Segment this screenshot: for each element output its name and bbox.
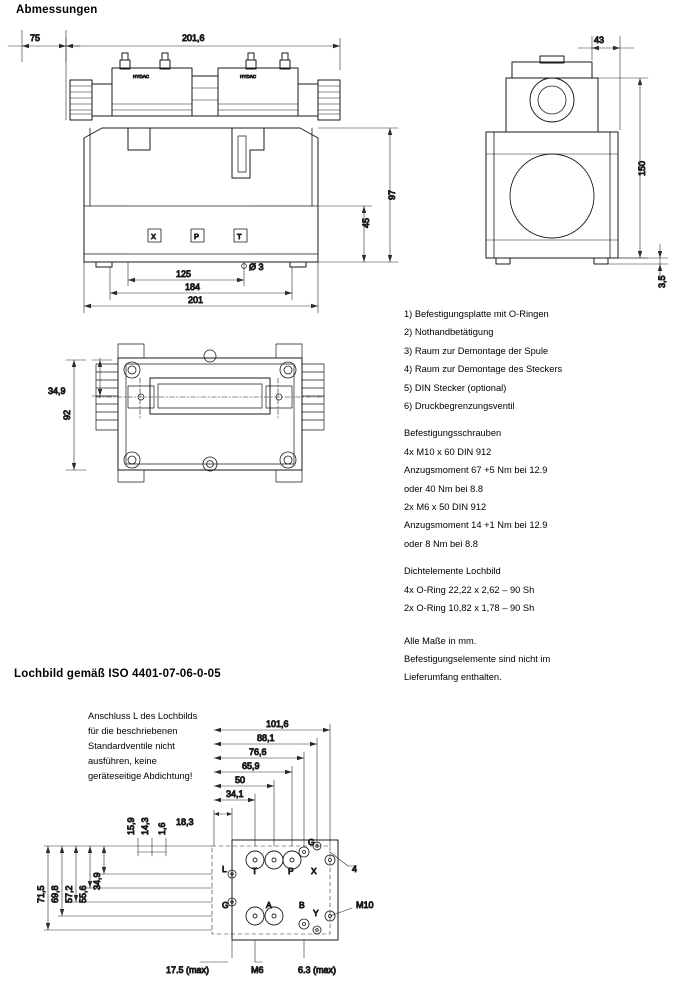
seals-title: Dichtelemente Lochbild bbox=[404, 566, 501, 577]
coil-brand-left: HYDAC bbox=[133, 74, 150, 79]
callout-m10: M10 bbox=[356, 900, 374, 910]
hp-label-g-top: G bbox=[308, 837, 315, 847]
end-view bbox=[486, 35, 668, 288]
dim-label-159: 15,9 bbox=[126, 817, 136, 835]
dim-35 bbox=[608, 244, 668, 278]
hole-pattern-note: Anschluss L des Lochbilds für die beschriebenen Standardventile nicht ausführen, keine geräteseitige Abdichtung! bbox=[88, 711, 198, 782]
seals-line-1: 4x O-Ring 22,22 x 2,62 – 90 Sh bbox=[404, 584, 535, 595]
dim-label-184: 184 bbox=[185, 282, 201, 292]
dim-label-556: 55,6 bbox=[78, 885, 88, 903]
legend-item-4: 4) Raum zur Demontage des Steckers bbox=[404, 364, 563, 375]
screws-line-3: oder 40 Nm bei 8.8 bbox=[404, 483, 484, 494]
dim-label-16: 1,6 bbox=[157, 822, 167, 835]
dim-43 bbox=[578, 36, 634, 130]
dim-label-75: 75 bbox=[30, 33, 41, 43]
main-front-view bbox=[8, 30, 398, 313]
dim-label-698: 69,8 bbox=[50, 885, 60, 903]
footer-line-1: Alle Maße in mm. bbox=[404, 635, 477, 646]
hole-pattern-view bbox=[36, 719, 374, 975]
dim-75 bbox=[8, 30, 80, 120]
dim-label-715: 71,5 bbox=[36, 885, 46, 903]
port-label-p: P bbox=[194, 232, 200, 241]
hp-label-b: B bbox=[299, 900, 305, 910]
dim-label-349-lb: 34,9 bbox=[92, 872, 102, 890]
dim-label-50: 50 bbox=[235, 775, 246, 785]
port-label-t: T bbox=[237, 232, 242, 241]
coil-brand-right: HYDAC bbox=[240, 74, 257, 79]
port-label-x: X bbox=[151, 232, 157, 241]
top-view bbox=[48, 344, 324, 482]
hp-label-a: A bbox=[266, 900, 272, 910]
legend-item-6: 6) Druckbegrenzungsventil bbox=[404, 401, 515, 412]
hp-label-y: Y bbox=[313, 908, 319, 918]
footer-line-2: Befestigungselemente sind nicht im bbox=[404, 653, 551, 664]
dim-label-92: 92 bbox=[62, 409, 72, 420]
page-title-hole-pattern: Lochbild gemäß ISO 4401-07-06-0-05 bbox=[14, 668, 221, 680]
dim-label-881: 88,1 bbox=[257, 733, 275, 743]
dim-label-341: 34,1 bbox=[226, 789, 244, 799]
screws-line-5: Anzugsmoment 14 +1 Nm bei 12.9 bbox=[404, 520, 548, 531]
dim-label-150: 150 bbox=[637, 160, 647, 176]
screws-title: Befestigungsschrauben bbox=[404, 428, 502, 439]
dim-label-97: 97 bbox=[387, 189, 397, 200]
hp-label-l: L bbox=[222, 864, 227, 874]
dim-97 bbox=[318, 128, 398, 262]
dim-label-43: 43 bbox=[594, 35, 605, 45]
dim-349-lb bbox=[102, 846, 106, 874]
hp-label-g-bottom: G bbox=[222, 900, 229, 910]
screws-line-6: oder 8 Nm bei 8.8 bbox=[404, 538, 478, 549]
seals-line-2: 2x O-Ring 10,82 x 1,78 – 90 Sh bbox=[404, 603, 535, 614]
callout-175max: 17.5 (max) bbox=[166, 965, 210, 975]
legend-item-1: 1) Befestigungsplatte mit O-Ringen bbox=[404, 309, 549, 319]
screws-line-4: 2x M6 x 50 DIN 912 bbox=[404, 502, 487, 513]
dim-label-572: 57,2 bbox=[64, 885, 74, 903]
pattern-boundary bbox=[212, 846, 330, 934]
dim-label-35: 3,5 bbox=[657, 275, 667, 288]
hp-label-x: X bbox=[311, 866, 317, 876]
dim-201 bbox=[84, 262, 318, 313]
dim-label-766: 76,6 bbox=[249, 747, 267, 757]
screws-line-2: Anzugsmoment 67 +5 Nm bei 12.9 bbox=[404, 465, 548, 476]
dim-label-659: 65,9 bbox=[242, 761, 260, 771]
dim-label-349-top: 34,9 bbox=[48, 386, 66, 396]
callout-m6: M6 bbox=[251, 965, 264, 975]
dim-183 bbox=[214, 812, 232, 816]
dim-45 bbox=[318, 206, 372, 262]
dim-698 bbox=[60, 846, 64, 916]
dim-label-2016: 201,6 bbox=[182, 33, 205, 43]
dim-label-201: 201 bbox=[188, 295, 204, 305]
legend-item-5-text: 5) DIN Stecker (optional) bbox=[404, 382, 507, 393]
dim-label-143: 14,3 bbox=[140, 817, 150, 835]
callout-4: 4 bbox=[352, 864, 358, 874]
screws-line-1: 4x M10 x 60 DIN 912 bbox=[404, 446, 492, 457]
dim-label-183: 18,3 bbox=[176, 817, 194, 827]
footer-line-3: Lieferumfang enthalten. bbox=[404, 672, 502, 683]
dim-label-125: 125 bbox=[176, 269, 192, 279]
callout-63max: 6.3 (max) bbox=[298, 965, 337, 975]
dim-label-45: 45 bbox=[361, 217, 371, 228]
hp-label-t: T bbox=[252, 866, 258, 876]
legend-item-3: 3) Raum zur Demontage der Spule bbox=[404, 345, 549, 356]
dim-label-dia3: Ø 3 bbox=[249, 262, 264, 272]
hp-label-p: P bbox=[288, 866, 294, 876]
dim-label-1016: 101,6 bbox=[266, 719, 289, 729]
legend-item-2: 2) Nothandbetätigung bbox=[404, 327, 494, 338]
page-title-dimensions: Abmessungen bbox=[16, 4, 98, 16]
